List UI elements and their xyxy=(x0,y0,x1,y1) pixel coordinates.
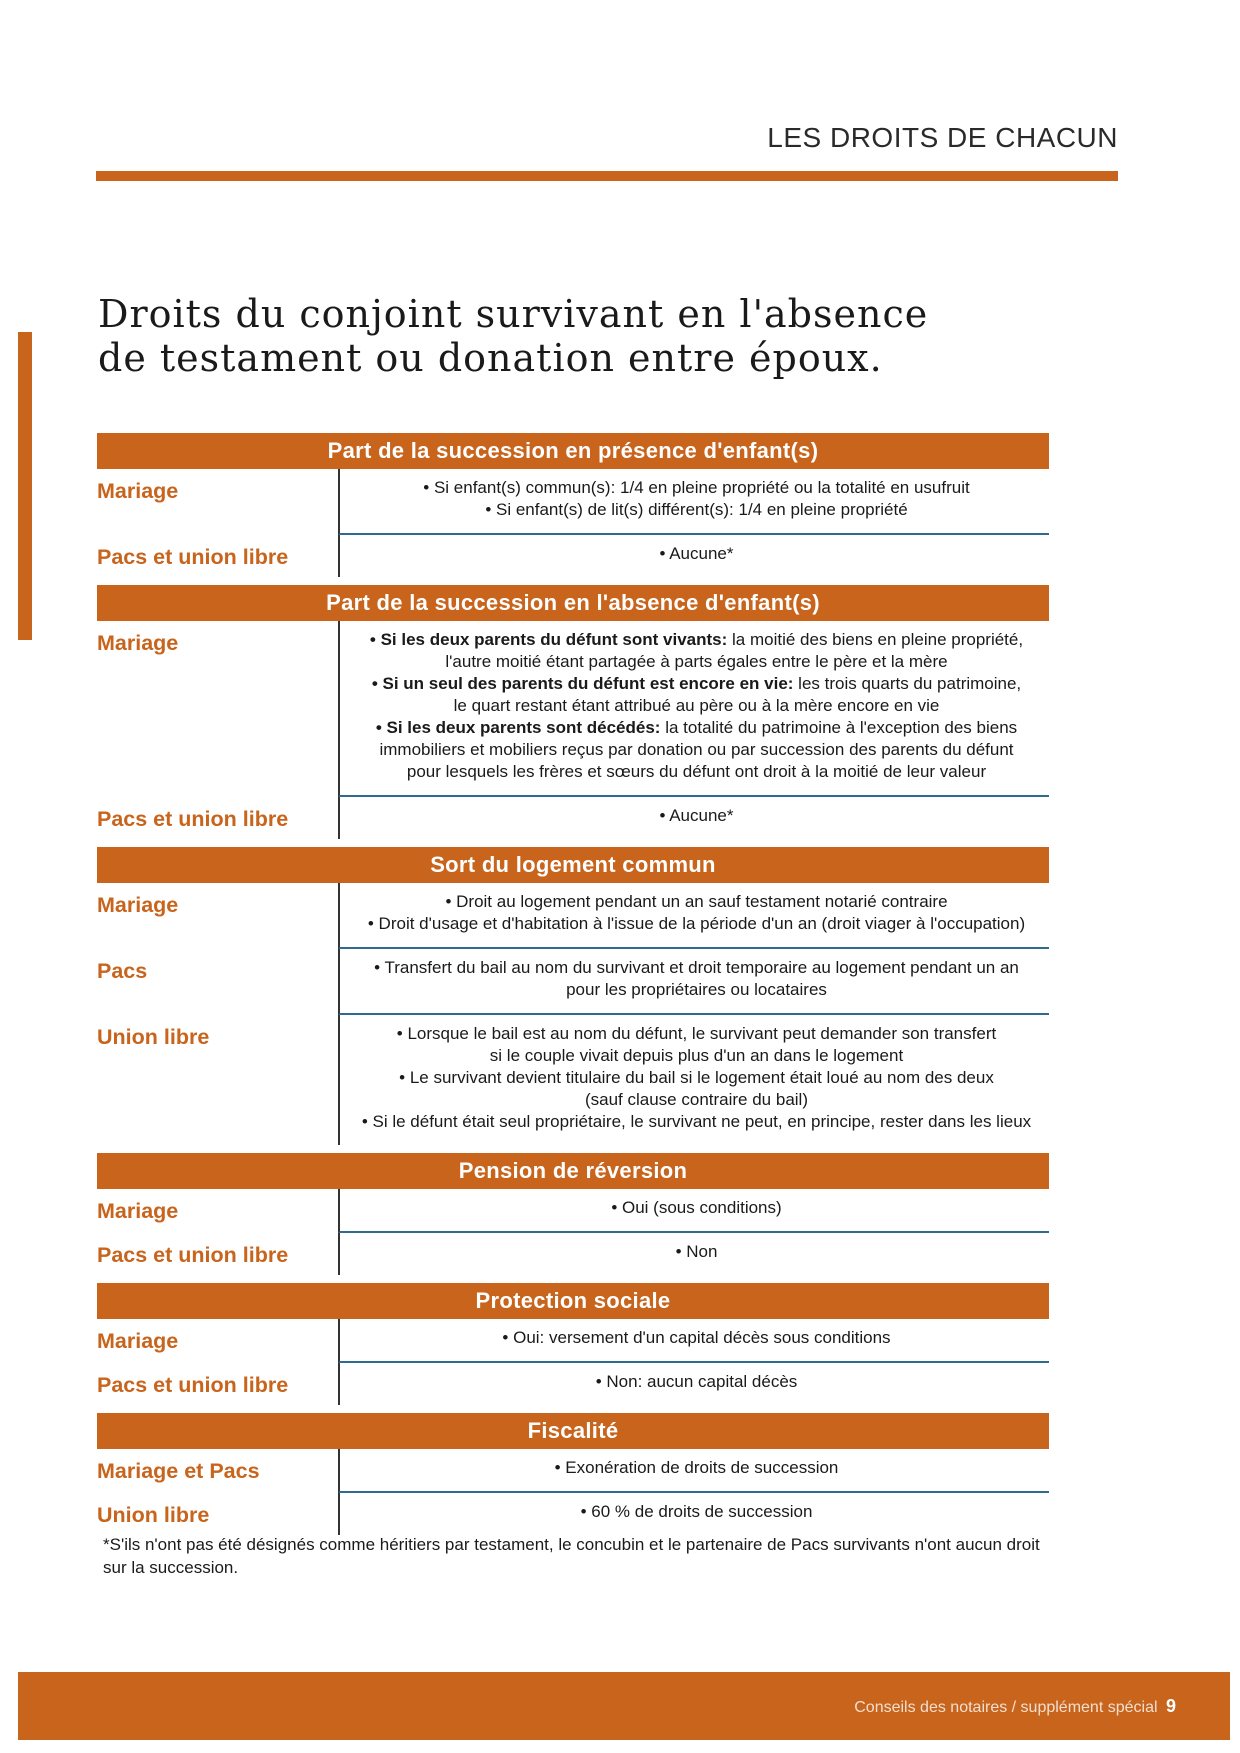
row-label: Mariage xyxy=(97,1329,179,1353)
content-line: • Si enfant(s) commun(s): 1/4 en pleine propriété ou la totalité en usufruit xyxy=(423,478,970,497)
content-line: • Exonération de droits de succession xyxy=(554,1458,839,1477)
table-row xyxy=(97,1189,1049,1233)
row-label: Pacs et union libre xyxy=(97,1373,289,1397)
row-content xyxy=(338,535,1049,577)
running-header: LES DROITS DE CHACUN xyxy=(767,122,1118,153)
content-line: pour lesquels les frères et sœurs du défunt ont droit à la moitié de leur valeur xyxy=(406,762,987,781)
table-row xyxy=(97,949,1049,1015)
row-content xyxy=(338,1233,1049,1275)
content-line: • Oui (sous conditions) xyxy=(611,1198,782,1217)
row-label: Union libre xyxy=(97,1025,210,1049)
row-label: Mariage xyxy=(97,479,179,503)
left-accent-bar xyxy=(18,332,32,640)
table-row xyxy=(97,535,1049,577)
row-label: Pacs et union libre xyxy=(97,1243,289,1267)
content-line: • Si les deux parents sont décédés: la totalité du patrimoine à l'exception des biens xyxy=(375,718,1018,737)
page-title-line-2: de testament ou donation entre époux. xyxy=(98,336,883,380)
table-row xyxy=(97,1493,1049,1535)
table-row xyxy=(97,1449,1049,1493)
content-line: • Aucune* xyxy=(659,806,734,825)
content-line: • 60 % de droits de succession xyxy=(580,1502,813,1521)
row-content xyxy=(338,1319,1049,1363)
row-label: Mariage xyxy=(97,1199,179,1223)
table-section xyxy=(97,1153,1049,1275)
table-section xyxy=(97,1283,1049,1405)
section-heading: Sort du logement commun xyxy=(97,847,1049,883)
content-line: pour les propriétaires ou locataires xyxy=(566,980,827,999)
row-content xyxy=(338,797,1049,839)
content-line-bold: • Si un seul des parents du défunt est encore en vie: xyxy=(371,674,794,693)
content-line: • Lorsque le bail est au nom du défunt, le survivant peut demander son transfert xyxy=(396,1024,997,1043)
content-line: • Si un seul des parents du défunt est encore en vie: les trois quarts du patrimoine, xyxy=(371,674,1022,693)
page-title xyxy=(98,292,998,380)
publication-name: Conseils des notaires / supplément spécial xyxy=(854,1699,1158,1716)
section-heading: Protection sociale xyxy=(97,1283,1049,1319)
content-line: • Oui: versement d'un capital décès sous conditions xyxy=(502,1328,891,1347)
table-row xyxy=(97,1363,1049,1405)
header-rule xyxy=(96,171,1118,181)
row-label: Mariage xyxy=(97,631,179,655)
row-content xyxy=(338,883,1049,949)
footer-bar xyxy=(18,1672,1230,1740)
content-line: • Le survivant devient titulaire du bail si le logement était loué au nom des deux xyxy=(399,1068,994,1087)
row-content xyxy=(338,1449,1049,1493)
content-line: si le couple vivait depuis plus d'un an dans le logement xyxy=(489,1046,904,1065)
content-line: • Non xyxy=(675,1242,718,1261)
section-heading: Fiscalité xyxy=(97,1413,1049,1449)
table-row xyxy=(97,1015,1049,1145)
row-label: Mariage et Pacs xyxy=(97,1459,260,1483)
content-line: • Aucune* xyxy=(659,544,734,563)
content-line: • Si les deux parents du défunt sont vivants: la moitié des biens en pleine propriété, xyxy=(369,630,1024,649)
table-section xyxy=(97,847,1049,1145)
table-row xyxy=(97,621,1049,797)
row-content xyxy=(338,469,1049,535)
row-content xyxy=(338,1015,1049,1145)
table-row xyxy=(97,1319,1049,1363)
footnote: *S'ils n'ont pas été désignés comme héritiers par testament, le concubin et le partenaire de Pacs survivants n'ont aucun droit sur la succession. xyxy=(103,1535,1040,1577)
content-line: • Transfert du bail au nom du survivant et droit temporaire au logement pendant un an xyxy=(374,958,1019,977)
table-row xyxy=(97,469,1049,535)
content-line: • Si enfant(s) de lit(s) différent(s): 1/4 en pleine propriété xyxy=(485,500,908,519)
row-content xyxy=(338,621,1049,797)
page-number: 9 xyxy=(1165,1696,1176,1716)
content-line: l'autre moitié étant partagée à parts égales entre le père et la mère xyxy=(445,652,948,671)
content-line-bold: • Si les deux parents du défunt sont vivants: xyxy=(369,630,728,649)
row-content xyxy=(338,1493,1049,1535)
content-line: • Si le défunt était seul propriétaire, le survivant ne peut, en principe, rester dans les lieux xyxy=(361,1112,1032,1131)
table-section xyxy=(97,1413,1049,1535)
content-line: • Droit d'usage et d'habitation à l'issue de la période d'un an (droit viager à l'occupation) xyxy=(367,914,1026,933)
row-content xyxy=(338,1363,1049,1405)
row-content xyxy=(338,949,1049,1015)
content-line-bold: • Si les deux parents sont décédés: xyxy=(375,718,661,737)
row-label: Pacs xyxy=(97,959,148,983)
table-section xyxy=(97,433,1049,577)
row-label: Pacs et union libre xyxy=(97,807,289,831)
content-line: • Droit au logement pendant un an sauf testament notarié contraire xyxy=(445,892,948,911)
table-row xyxy=(97,883,1049,949)
row-label: Mariage xyxy=(97,893,179,917)
comparison-tables xyxy=(97,433,1049,1535)
section-heading: Part de la succession en l'absence d'enfant(s) xyxy=(97,585,1049,621)
section-heading: Part de la succession en présence d'enfant(s) xyxy=(97,433,1049,469)
row-label: Union libre xyxy=(97,1503,210,1527)
content-line: le quart restant étant attribué au père ou à la mère encore en vie xyxy=(453,696,940,715)
section-heading: Pension de réversion xyxy=(97,1153,1049,1189)
table-row xyxy=(97,797,1049,839)
row-content xyxy=(338,1189,1049,1233)
table-row xyxy=(97,1233,1049,1275)
table-section xyxy=(97,585,1049,839)
content-line: • Non: aucun capital décès xyxy=(595,1372,798,1391)
content-line: (sauf clause contraire du bail) xyxy=(584,1090,808,1109)
page-title-line-1: Droits du conjoint survivant en l'absence xyxy=(98,292,929,336)
content-line: immobiliers et mobiliers reçus par donation ou par succession des parents du défunt xyxy=(379,740,1014,759)
footer-text xyxy=(854,1696,1176,1717)
row-label: Pacs et union libre xyxy=(97,545,289,569)
